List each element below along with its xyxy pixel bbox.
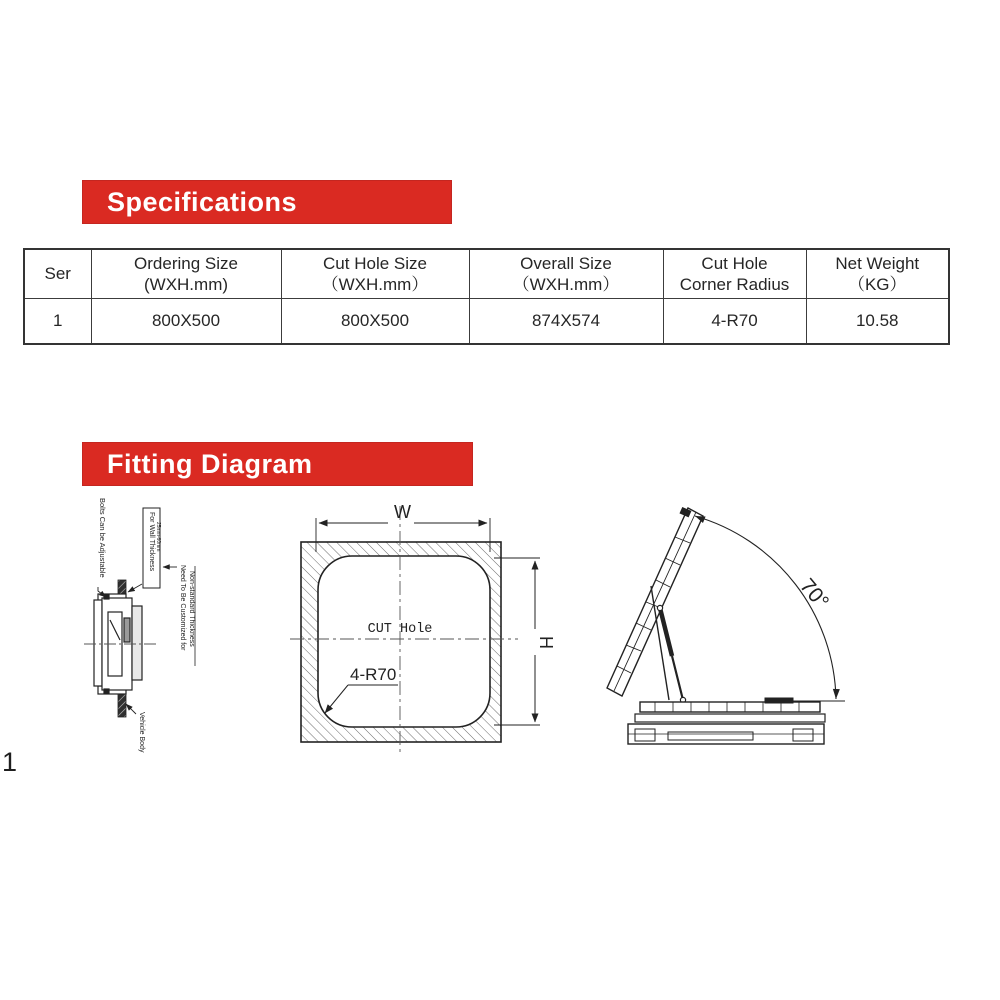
col-header-ordering-size: Ordering Size (WXH.mm) bbox=[91, 249, 281, 298]
specifications-table bbox=[23, 248, 950, 345]
col-header-corner-radius: Cut Hole Corner Radius bbox=[663, 249, 806, 298]
table-header-row bbox=[24, 249, 949, 298]
custom-note-line2: Non-standard Thickness bbox=[188, 571, 195, 647]
side-mount-drawing bbox=[84, 488, 209, 760]
fitting-diagram-title: Fitting Diagram bbox=[107, 449, 313, 479]
cell-overall-size: 874X574 bbox=[469, 298, 663, 344]
base-frame bbox=[628, 698, 825, 744]
cell-corner-radius: 4-R70 bbox=[663, 298, 806, 344]
cell-net-weight: 10.58 bbox=[806, 298, 949, 344]
cut-hole-drawing bbox=[288, 494, 558, 764]
fitting-diagram-banner bbox=[83, 443, 472, 485]
col-header-net-weight: Net Weight （KG） bbox=[806, 249, 949, 298]
cut-hole-label: CUT Hole bbox=[367, 622, 433, 637]
arc-arrow-bottom bbox=[833, 689, 840, 699]
col-header-cut-hole-size: Cut Hole Size （WXH.mm） bbox=[281, 249, 469, 298]
vehicle-body-label: Vehicle Body bbox=[138, 712, 145, 753]
page-number: 1 bbox=[2, 747, 18, 777]
specifications-banner bbox=[83, 181, 451, 223]
cut-hole-outline bbox=[318, 556, 490, 727]
wall-thickness-title: For Wall Thickness bbox=[148, 512, 155, 572]
cell-ser: 1 bbox=[24, 298, 91, 344]
w-dim-label: W bbox=[394, 502, 411, 522]
wall-thickness-range: 25mm-60mm bbox=[155, 522, 161, 552]
bolts-adjustable-label: Bolts Can be Adjustable bbox=[98, 498, 107, 578]
specifications-title: Specifications bbox=[107, 187, 298, 217]
cell-ordering-size: 800X500 bbox=[91, 298, 281, 344]
open-hatch-drawing bbox=[593, 486, 888, 771]
hatch-lid-open bbox=[607, 508, 703, 696]
custom-note-line1: Need To Be Customized for bbox=[179, 565, 186, 651]
col-header-ser: Ser bbox=[24, 249, 91, 298]
vehicle-body-leader bbox=[126, 704, 136, 714]
col-header-overall-size: Overall Size （WXH.mm） bbox=[469, 249, 663, 298]
angle-label: 70° bbox=[795, 574, 834, 614]
corner-radius-label: 4-R70 bbox=[350, 665, 397, 684]
h-dim-label: H bbox=[536, 636, 556, 649]
cell-cut-hole-size: 800X500 bbox=[281, 298, 469, 344]
wall-box-leader-line bbox=[128, 584, 142, 592]
table-row bbox=[24, 298, 949, 344]
